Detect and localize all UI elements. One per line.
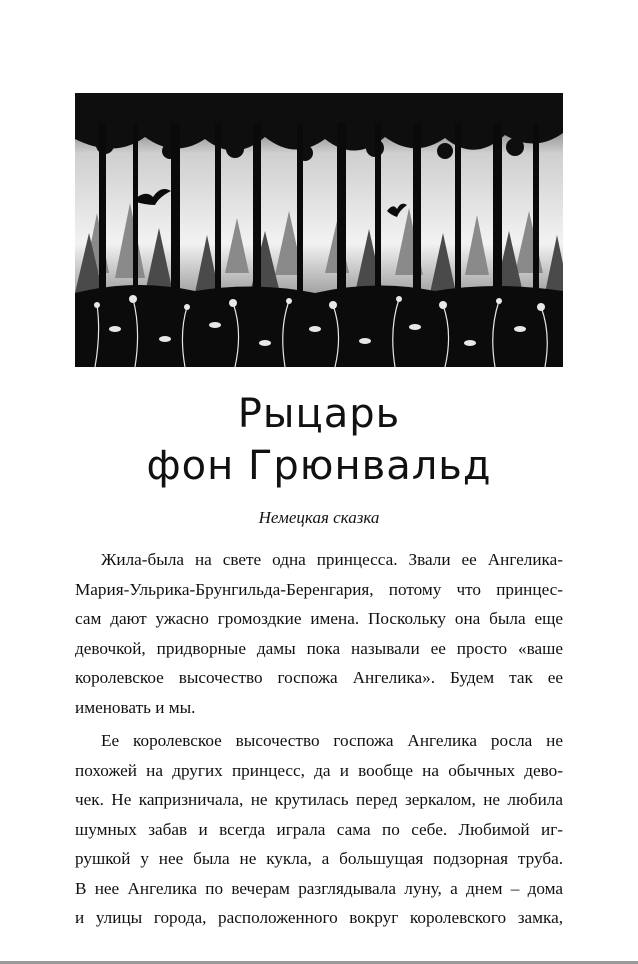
text-line: похожей на других принцесс, да и вообще на обычных дево- <box>75 760 563 780</box>
text-line: именовать и мы. <box>75 697 196 717</box>
text-line: Жила-была на свете одна принцесса. Звали ее Ангелика- <box>101 550 563 569</box>
text-line: шумных забав и всегда играла сама по себе. Любимой иг- <box>75 819 563 839</box>
paragraph-2 <box>75 726 563 933</box>
story-title-line-2: фон Грюнвальд <box>146 443 492 489</box>
text-line: чек. Не капризничала, не крутилась перед зеркалом, не любила <box>75 790 563 809</box>
story-subtitle: Немецкая сказка <box>258 508 380 527</box>
text-line: В нее Ангелика по вечерам разглядывала луну, а днем – дома <box>75 878 563 898</box>
text-line: сам дают ужасно громоздкие имена. Поскольку она была еще <box>75 609 563 628</box>
story-title-line-1: Рыцарь <box>237 391 401 437</box>
text-line: рушкой у нее была не кукла, а большущая подзорная труба. <box>75 849 563 868</box>
text-line: королевское высочество госпожа Ангелика». Будем так ее <box>75 668 563 687</box>
story-body <box>75 545 563 937</box>
text-line: Мария-Ульрика-Брунгильда-Беренгария, потому что принцес- <box>75 579 563 599</box>
paragraph-1 <box>75 545 563 722</box>
forest-illustration-svg <box>75 93 563 367</box>
text-line: Ее королевское высочество госпожа Ангелика росла не <box>101 731 563 750</box>
text-line: девочкой, придворные дамы пока называли ее просто «ваше <box>75 638 563 658</box>
text-line: и улицы города, расположенного вокруг королевского замка, <box>75 908 563 927</box>
forest-illustration <box>75 93 563 367</box>
